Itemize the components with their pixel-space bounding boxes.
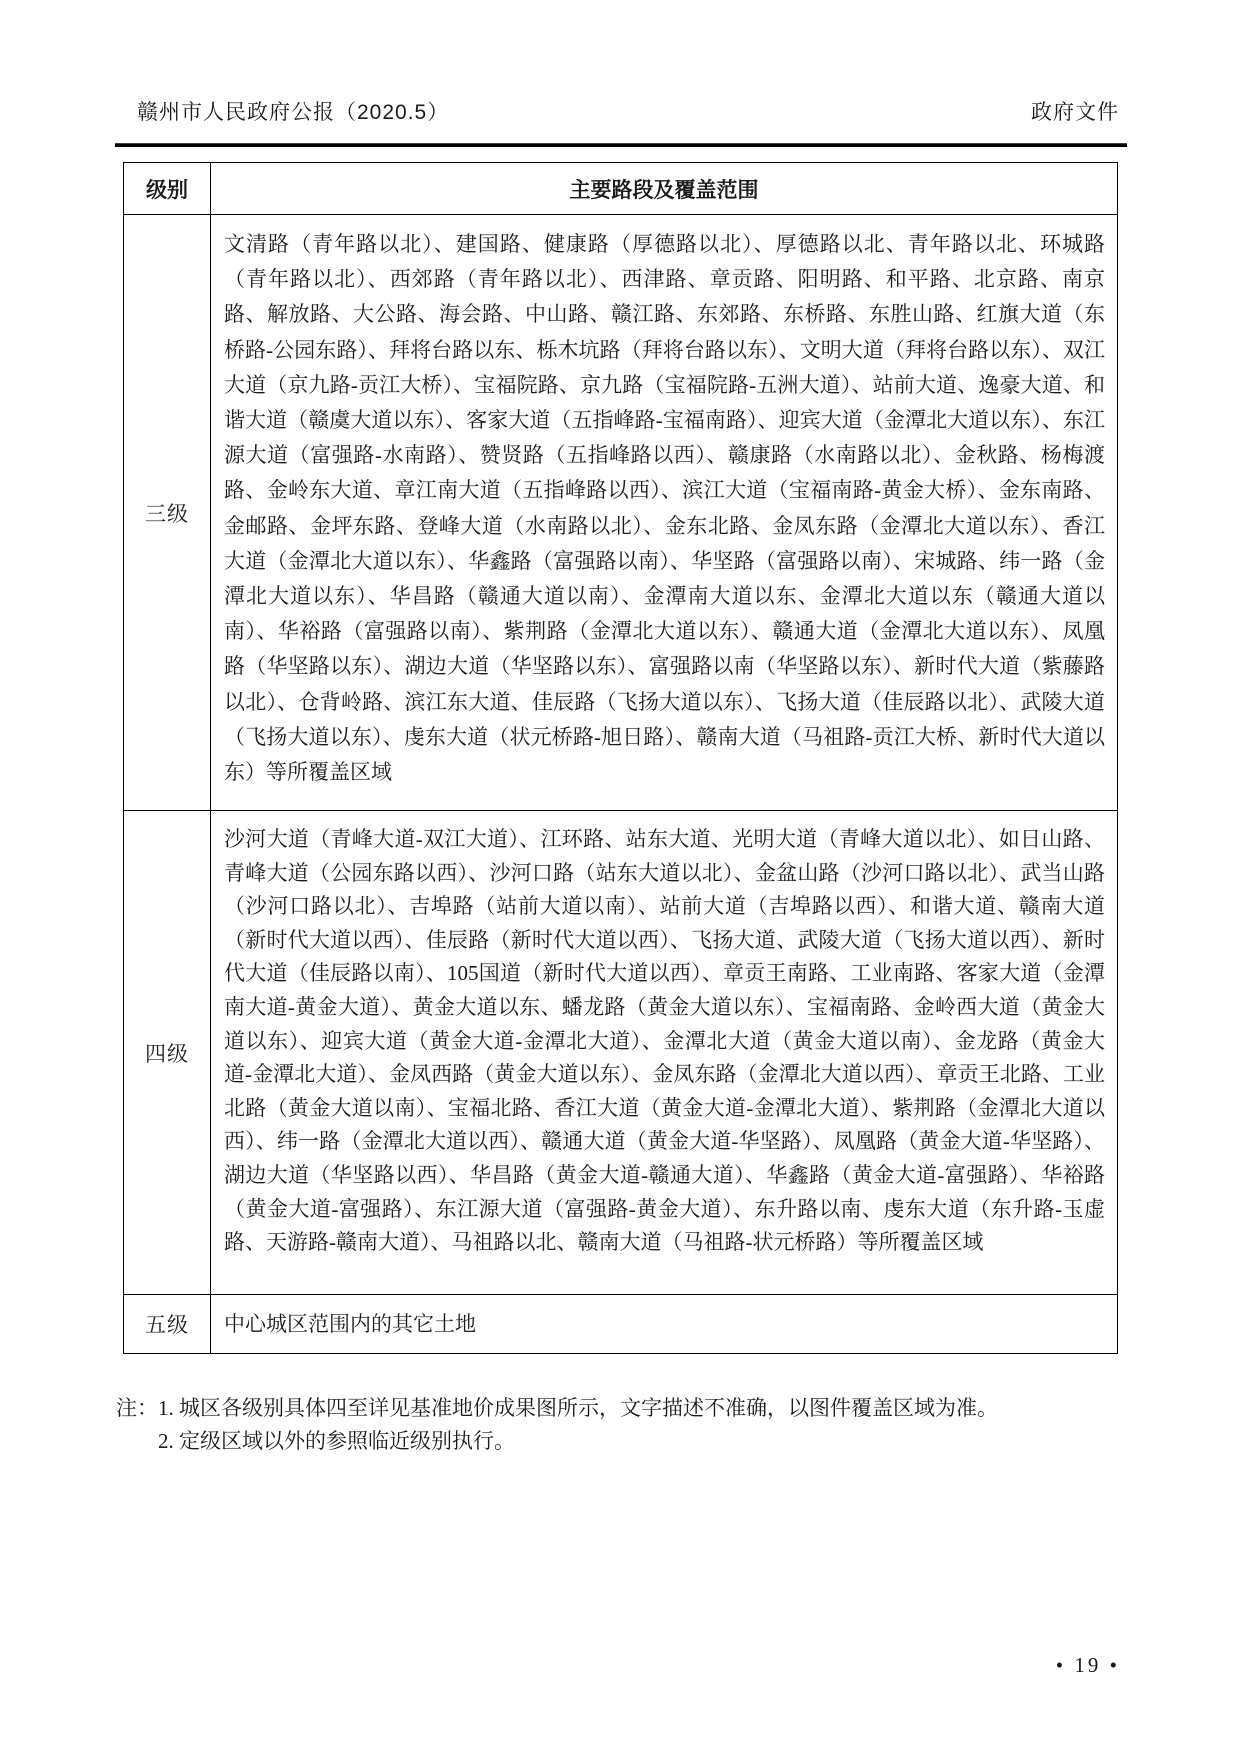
table-row <box>124 1295 1118 1354</box>
coverage-text: 文清路（青年路以北）、建国路、健康路（厚德路以北）、厚德路以北、青年路以北、环城路（青年路以北）、西郊路（青年路以北）、西津路、章贡路、阳明路、和平路、北京路、南京路、解放路、大公路、海会路、中山路、赣江路、东郊路、东桥路、东胜山路、红旗大道（东桥路-公园东路）、拜将台路以东、栎木坑路（拜将台路以东）、文明大道（拜将台路以东）、双江大道（京九路-贡江大桥）、宝福院路、京九路（宝福院路-五洲大道）、站前大道、逸豪大道、和谐大道（赣虞大道以东）、客家大道（五指峰路-宝福南路）、迎宾大道（金潭北大道以东）、东江源大道（富强路-水南路）、赞贤路（五指峰路以西）、赣康路（水南路以北）、金秋路、杨梅渡路、金岭东大道、章江南大道（五指峰路以西）、滨江大道（宝福南路-黄金大桥）、金东南路、金邮路、金坪东路、登峰大道（水南路以北）、金东北路、金凤东路（金潭北大道以东）、香江大道（金潭北大道以东）、华鑫路（富强路以南）、华坚路（富强路以南）、宋城路、纬一路（金潭北大道以东）、华昌路（赣通大道以南）、金潭南大道以东、金潭北大道以东（赣通大道以南）、华裕路（富强路以南）、紫荆路（金潭北大道以东）、赣通大道（金潭北大道以东）、凤凰路（华坚路以东）、湖边大道（华坚路以东）、富强路以南（华坚路以东）、新时代大道（紫藤路以北）、仓背岭路、滨江东大道、佳辰路（飞扬大道以东）、飞扬大道（佳辰路以北）、武陵大道（飞扬大道以东）、虔东大道（状元桥路-旭日路）、赣南大道（马祖路-贡江大桥、新时代大道以东）等所覆盖区域 <box>224 232 1105 785</box>
footnotes <box>116 1392 1126 1458</box>
footnote-item: 2. 定级区域以外的参照临近级别执行。 <box>158 1429 515 1453</box>
level-cell: 三级 <box>124 215 211 811</box>
running-head <box>137 96 1119 126</box>
footnote-item: 1. 城区各级别具体四至详见基准地价成果图所示，文字描述不准确，以图件覆盖区域为准。 <box>158 1396 998 1420</box>
coverage-cell <box>211 1295 1118 1354</box>
bulletin-title: 赣州市人民政府公报（2020.5） <box>137 101 450 124</box>
coverage-cell <box>211 811 1118 1295</box>
level-cell: 四级 <box>124 811 211 1295</box>
level-cell: 五级 <box>124 1295 211 1354</box>
page-number: • 19 • <box>1055 1653 1120 1677</box>
section-label: 政府文件 <box>1031 101 1119 124</box>
column-header-coverage: 主要路段及覆盖范围 <box>211 163 1118 215</box>
land-grade-table <box>123 162 1118 1354</box>
coverage-text: 中心城区范围内的其它土地 <box>224 1312 476 1336</box>
header-rule <box>115 143 1127 147</box>
table-row <box>124 215 1118 811</box>
footnote-items <box>158 1392 1126 1458</box>
table-row <box>124 811 1118 1295</box>
coverage-cell <box>211 215 1118 811</box>
coverage-text: 沙河大道（青峰大道-双江大道）、江环路、站东大道、光明大道（青峰大道以北）、如日山路、青峰大道（公园东路以西）、沙河口路（站东大道以北）、金盆山路（沙河口路以北）、武当山路（沙河口路以北）、吉埠路（站前大道以南）、站前大道（吉埠路以西）、和谐大道、赣南大道（新时代大道以西）、佳辰路（新时代大道以西）、飞扬大道、武陵大道（飞扬大道以西）、新时代大道（佳辰路以南）、105国道（新时代大道以西）、章贡王南路、工业南路、客家大道（金潭南大道-黄金大道）、黄金大道以东、蟠龙路（黄金大道以东）、宝福南路、金岭西大道（黄金大道以东）、迎宾大道（黄金大道-金潭北大道）、金潭北大道（黄金大道以南）、金龙路（黄金大道-金潭北大道）、金凤西路（黄金大道以东）、金凤东路（金潭北大道以西）、章贡王北路、工业北路（黄金大道以南）、宝福北路、香江大道（黄金大道-金潭北大道）、紫荆路（金潭北大道以西）、纬一路（金潭北大道以西）、赣通大道（黄金大道-华坚路）、凤凰路（黄金大道-华坚路）、湖边大道（华坚路以西）、华昌路（黄金大道-赣通大道）、华鑫路（黄金大道-富强路）、华裕路（黄金大道-富强路）、东江源大道（富强路-黄金大道）、东升路以南、虔东大道（东升路-玉虚路、天游路-赣南大道）、马祖路以北、赣南大道（马祖路-状元桥路）等所覆盖区域 <box>224 827 1105 1255</box>
table-header-row <box>124 163 1118 215</box>
column-header-level: 级别 <box>124 163 211 215</box>
footnote-label: 注： <box>116 1396 158 1420</box>
